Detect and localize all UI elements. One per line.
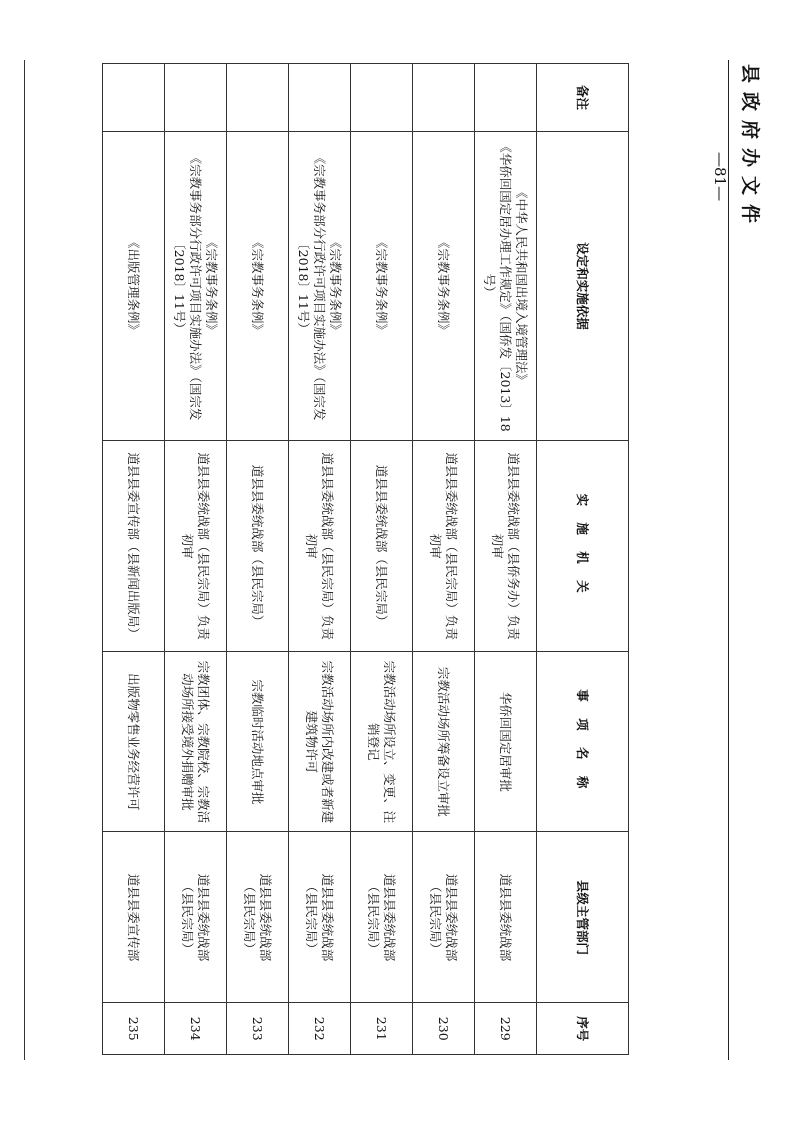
header-title: 县政府办文件: [739, 64, 761, 233]
cell-department: 道县县委统战部 （县民宗局）: [413, 832, 475, 1003]
cell-basis: 《宗教事务条例》 《宗教事务部分行政许可项目实施办法》（国宗发〔2018〕11号）: [165, 131, 227, 440]
cell-agency: 道县县委统战部（县民宗局）负责初审: [165, 441, 227, 652]
cell-department: 道县县委统战部 （县民宗局）: [165, 832, 227, 1003]
cell-note: [351, 64, 413, 132]
table-row: [103, 64, 165, 1055]
cell-note: [165, 64, 227, 132]
table-row: [165, 64, 227, 1055]
cell-department: 道县县委统战部 （县民宗局）: [351, 832, 413, 1003]
cell-item-name: 出版物零售业务经营许可: [103, 652, 165, 832]
table-row: [227, 64, 289, 1055]
header-note: 备注: [537, 64, 629, 132]
header-rule: [728, 60, 729, 1060]
cell-department: 道县县委宣传部: [103, 832, 165, 1003]
cell-department: 道县县委统战部: [475, 832, 537, 1003]
header-seq: 序号: [537, 1003, 629, 1055]
cell-item-name: 宗教活动场所内改建或者新建建筑物许可: [289, 652, 351, 832]
cell-item-name: 华侨回国定居审批: [475, 652, 537, 832]
table-row: [475, 64, 537, 1055]
header-item-name: 事 项 名 称: [537, 652, 629, 832]
header-department: 县级主管部门: [537, 832, 629, 1003]
cell-note: [289, 64, 351, 132]
table-header-row: [537, 64, 629, 1055]
cell-seq: 234: [165, 1003, 227, 1055]
document-header: [735, 60, 769, 1060]
cell-agency: 道县县委宣传部（县新闻出版局）: [103, 441, 165, 652]
table-row: [413, 64, 475, 1055]
cell-seq: 235: [103, 1003, 165, 1055]
page-number: —81—: [711, 152, 729, 202]
table-row: [351, 64, 413, 1055]
cell-item-name: 宗教活动场所设立、变更、注销登记: [351, 652, 413, 832]
cell-basis: 《宗教事务条例》 《宗教事务部分行政许可项目实施办法》（国宗发〔2018〕11号）: [289, 131, 351, 440]
cell-item-name: 宗教活动场所筹备设立审批: [413, 652, 475, 832]
approval-table-wrapper: [102, 63, 629, 1055]
cell-item-name: 宗教团体、宗教院校、宗教活动场所接受境外捐赠审批: [165, 652, 227, 832]
cell-agency: 道县县委统战部（县民宗局）负责初审: [289, 441, 351, 652]
header-basis: 设定和实施依据: [537, 131, 629, 440]
table-row: [289, 64, 351, 1055]
cell-note: [227, 64, 289, 132]
cell-basis: 《中华人民共和国出境入境管理法》 《华侨回国定居办理工作规定》（国侨发〔2013〕18号）: [475, 131, 537, 440]
cell-seq: 230: [413, 1003, 475, 1055]
cell-seq: 232: [289, 1003, 351, 1055]
cell-agency: 道县县委统战部（县民宗局）: [351, 441, 413, 652]
header-agency: 实 施 机 关: [537, 441, 629, 652]
approval-table: [102, 63, 629, 1055]
cell-note: [475, 64, 537, 132]
cell-item-name: 宗教临时活动地点审批: [227, 652, 289, 832]
cell-agency: 道县县委统战部（县民宗局）负责初审: [413, 441, 475, 652]
cell-basis: 《宗教事务条例》: [413, 131, 475, 440]
cell-seq: 231: [351, 1003, 413, 1055]
cell-note: [413, 64, 475, 132]
cell-department: 道县县委统战部 （县民宗局）: [227, 832, 289, 1003]
cell-basis: 《宗教事务条例》: [227, 131, 289, 440]
cell-seq: 229: [475, 1003, 537, 1055]
cell-basis: 《出版管理条例》: [103, 131, 165, 440]
cell-department: 道县县委统战部 （县民宗局）: [289, 832, 351, 1003]
footer-rule: [24, 60, 25, 1060]
cell-agency: 道县县委统战部（县侨务办）负责初审: [475, 441, 537, 652]
cell-agency: 道县县委统战部（县民宗局）: [227, 441, 289, 652]
cell-note: [103, 64, 165, 132]
table-body: [103, 64, 537, 1055]
cell-seq: 233: [227, 1003, 289, 1055]
cell-basis: 《宗教事务条例》: [351, 131, 413, 440]
